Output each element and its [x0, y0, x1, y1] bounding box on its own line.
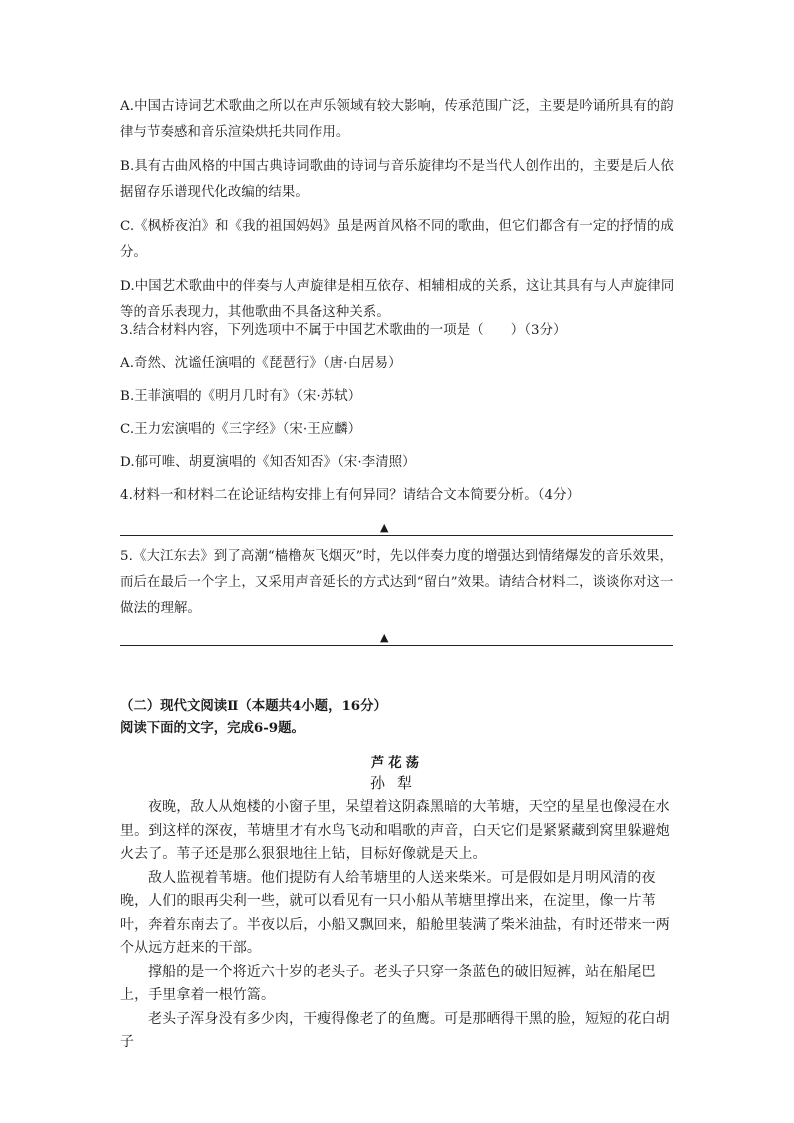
section-instruction: 阅读下面的文字，完成6-9题。: [120, 720, 305, 736]
question-3: [120, 318, 676, 483]
section-heading: （二）现代文阅读Ⅱ（本题共4小题，16分）: [120, 698, 387, 714]
question-5: [120, 544, 676, 630]
question-4: [120, 483, 676, 517]
question-3-option-b: B.王菲演唱的《明月几时有》（宋·苏轼）: [120, 389, 362, 404]
answer-mark-4: ▲: [380, 521, 389, 534]
question-4-stem: 4.材料一和材料二在论证结构安排上有何异同？请结合文本简要分析。（4分）: [120, 488, 581, 503]
story-paragraph: 老头子浑身没有多少肉，干瘦得像老了的鱼鹰。可是那晒得干黑的脸，短短的花白胡子: [120, 1010, 670, 1050]
story-paragraph: 敌人监视着苇塘。他们提防有人给苇塘里的人送来柴米。可是假如是月明风清的夜晚，人们的眼再尖利一些，就可以看见有一只小船从苇塘里撑出来，在淀里，像一片苇叶，奔着东南去了。半夜以后，小船又飘回来，船舱里装满了柴米油盐，有时还带来一两个从远方赶来的干部。: [120, 869, 670, 956]
question-3-option-d: D.郁可唯、胡夏演唱的《知否知否》（宋·李清照）: [120, 455, 416, 470]
option-c: C.《枫桥夜泊》和《我的祖国妈妈》虽是两首风格不同的歌曲，但它们都含有一定的抒情的成分。: [120, 219, 674, 260]
answer-line-5[interactable]: [120, 645, 673, 646]
option-d: D.中国艺术歌曲中的伴奏与人声旋律是相互依存、相辅相成的关系，这让其具有与人声旋律同等的音乐表现力，其他歌曲不具备这种关系。: [120, 279, 675, 320]
answer-line-4[interactable]: [120, 535, 673, 536]
prev-question-options: [120, 94, 676, 334]
story-author: 孙犁: [369, 774, 424, 792]
story-paragraph: 夜晚，敌人从炮楼的小窗子里，呆望着这阴森黑暗的大苇塘，天空的星星也像浸在水里。到这样的深夜，苇塘里才有水鸟飞动和唱歌的声音，白天它们是紧紧藏到窝里躲避炮火去了。苇子还是那么狠狠地往上钻，目标好像就是天上。: [120, 799, 670, 862]
answer-mark-5: ▲: [380, 631, 389, 644]
question-3-stem: 3.结合材料内容，下列选项中不属于中国艺术歌曲的一项是（ ）（3分）: [120, 323, 567, 338]
question-3-option-a: A.奇然、沈谧任演唱的《琵琶行》（唐·白居易）: [120, 356, 402, 371]
story-title: 芦花荡: [370, 755, 424, 771]
option-a: A.中国古诗词艺术歌曲之所以在声乐领域有较大影响，传承范围广泛，主要是吟诵所具有的韵律与节奏感和音乐渲染烘托共同作用。: [120, 99, 674, 140]
option-b: B.具有古曲风格的中国古典诗词歌曲的诗词与音乐旋律均不是当代人创作出的，主要是后人依据留存乐谱现代化改编的结果。: [120, 159, 674, 200]
story-body: [120, 796, 676, 1055]
question-3-option-c: C.王力宏演唱的《三字经》（宋·王应麟）: [120, 422, 362, 437]
question-5-stem: 5.《大江东去》到了高潮“樯橹灰飞烟灭”时，先以伴奏力度的增强达到情绪爆发的音乐效果，而后在最后一个字上，又采用声音延长的方式达到“留白”效果。请结合材料二，谈谈你对这一做法的理解。: [120, 549, 674, 616]
story-paragraph: 撑船的是一个将近六十岁的老头子。老头子只穿一条蓝色的破旧短裤，站在船尾巴上，手里拿着一根竹篙。: [120, 963, 656, 1003]
